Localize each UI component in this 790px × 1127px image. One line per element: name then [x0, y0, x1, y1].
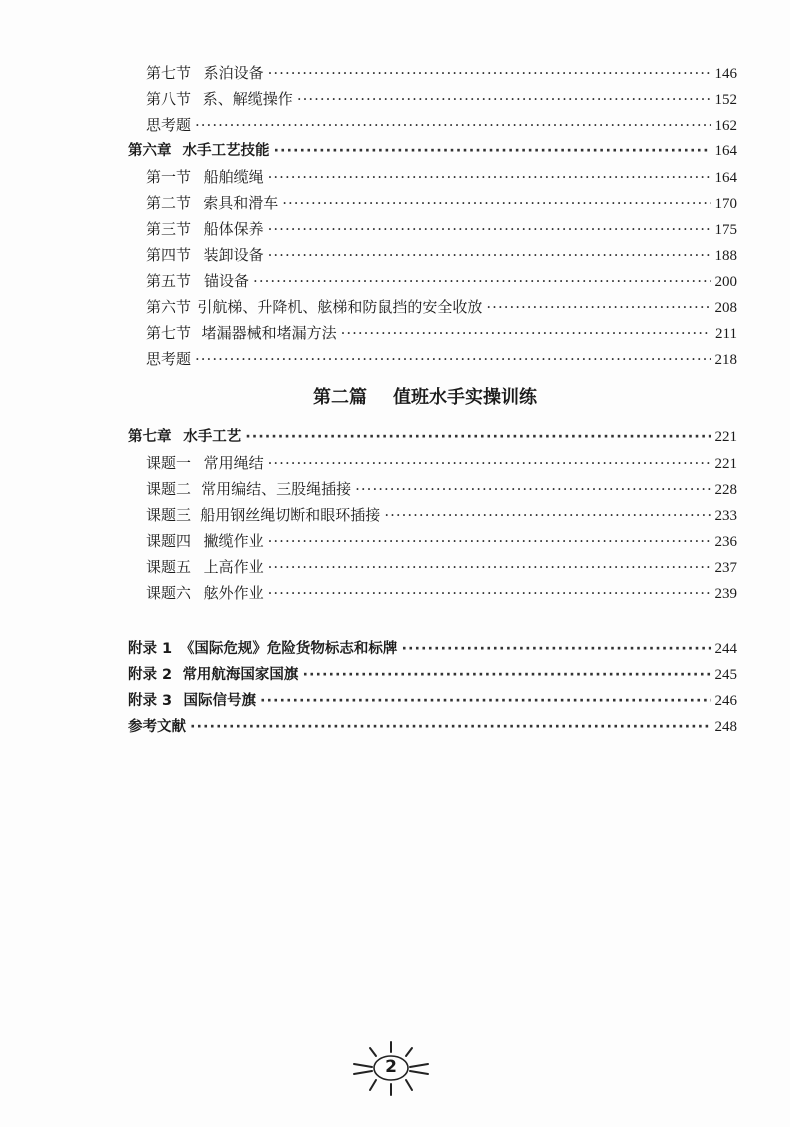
toc-entry-page: 228	[714, 482, 737, 498]
toc-entry-number: 附录 2	[128, 667, 173, 683]
toc-entry	[128, 580, 737, 606]
toc-entry-title: 索具和滑车	[203, 194, 279, 212]
toc-entry-page: 245	[714, 667, 737, 683]
toc-entry-title: 水手工艺	[183, 429, 242, 445]
toc-entry-page: 164	[714, 170, 737, 186]
toc-leader-dots	[282, 190, 710, 216]
toc-entry-title: 《国际危规》危险货物标志和标牌	[179, 641, 398, 657]
toc-leader-dots	[260, 688, 711, 714]
toc-entry	[128, 476, 737, 502]
toc-entry	[128, 554, 737, 580]
toc-entry-page: 188	[714, 248, 737, 264]
toc-entry-number: 第六章	[128, 143, 172, 159]
toc-entry-number: 第三节	[146, 220, 192, 238]
toc-entry-page: 239	[714, 586, 737, 602]
toc-entry-title: 水手工艺技能	[182, 143, 270, 159]
toc-entry-number: 第八节	[146, 90, 192, 108]
toc-entry	[128, 86, 737, 112]
toc-entry	[128, 662, 737, 688]
toc-entry-number: 第一节	[146, 168, 192, 186]
toc-leader-dots	[401, 636, 710, 662]
part-title	[0, 372, 790, 424]
toc-entry-number: 第四节	[146, 246, 192, 264]
toc-entry	[128, 138, 737, 164]
toc-entry	[128, 714, 737, 740]
toc-entry-page: 200	[714, 274, 737, 290]
toc-entry-title: 锚设备	[204, 272, 250, 290]
toc-entry	[128, 190, 737, 216]
toc-entry-number: 第二节	[146, 194, 192, 212]
toc-leader-dots	[195, 112, 710, 138]
toc-leader-dots	[268, 580, 711, 606]
toc-leader-dots	[268, 554, 711, 580]
toc-entry-title: 堵漏器械和堵漏方法	[201, 324, 337, 342]
toc-entry	[128, 528, 737, 554]
toc-entry-number: 第六节	[146, 298, 192, 316]
toc-leader-dots	[268, 242, 711, 268]
toc-leader-dots	[195, 346, 710, 372]
toc-entry-page: 221	[714, 456, 737, 472]
page-number: 2	[385, 1057, 397, 1077]
toc-entry-number: 课题三	[146, 506, 192, 524]
toc-leader-dots	[355, 476, 710, 502]
part-title-text: 值班水手实操训练	[393, 387, 537, 408]
toc-entry-page: 218	[714, 352, 737, 368]
toc-entry-title: 上高作业	[203, 558, 264, 576]
toc-entry-page: 211	[715, 326, 737, 342]
toc-entry-title: 装卸设备	[203, 246, 264, 264]
toc-entry-page: 146	[714, 66, 737, 82]
toc-entry-number: 附录 3	[128, 693, 173, 709]
toc-entry-title: 系泊设备	[203, 64, 264, 82]
toc-entry-page: 170	[714, 196, 737, 212]
toc-entry	[128, 346, 737, 372]
toc-entry-page: 233	[714, 508, 737, 524]
toc-section-part-one	[128, 60, 737, 372]
toc-entry-title: 引航梯、升降机、舷梯和防鼠挡的安全收放	[197, 298, 483, 316]
toc-entry-number: 第五节	[146, 272, 192, 290]
toc-leader-dots	[268, 60, 711, 86]
toc-section-part-two	[128, 424, 737, 606]
toc-entry-number: 课题五	[146, 558, 192, 576]
toc-entry	[128, 242, 737, 268]
toc-entry-title: 常用绳结	[203, 454, 264, 472]
toc-entry-page: 244	[714, 641, 737, 657]
table-of-contents	[128, 60, 737, 740]
toc-entry	[128, 636, 737, 662]
toc-entry-number: 附录 1	[128, 641, 173, 657]
toc-entry-number: 参考文献	[128, 719, 186, 735]
toc-entry	[128, 294, 737, 320]
toc-entry	[128, 164, 737, 190]
toc-leader-dots	[274, 138, 711, 164]
toc-entry	[128, 112, 737, 138]
toc-entry-title: 常用编结、三股绳插接	[201, 480, 352, 498]
toc-entry-number: 课题一	[146, 454, 192, 472]
toc-entry-number: 课题四	[146, 532, 192, 550]
toc-entry	[128, 268, 737, 294]
toc-entry-page: 237	[714, 560, 737, 576]
toc-leader-dots	[302, 662, 710, 688]
toc-entry-number: 思考题	[146, 116, 192, 134]
toc-entry	[128, 320, 737, 346]
toc-leader-dots	[268, 216, 711, 242]
toc-entry-number: 第七节	[146, 64, 192, 82]
toc-entry-page: 152	[714, 92, 737, 108]
toc-entry	[128, 502, 737, 528]
toc-entry	[128, 424, 737, 450]
toc-leader-dots	[253, 268, 710, 294]
toc-leader-dots	[245, 424, 710, 450]
toc-entry-number: 课题二	[146, 480, 192, 498]
toc-leader-dots	[268, 450, 711, 476]
toc-leader-dots	[341, 320, 711, 346]
toc-entry-page: 162	[714, 118, 737, 134]
toc-entry	[128, 60, 737, 86]
toc-entry-number: 第七章	[128, 429, 172, 445]
toc-leader-dots	[190, 714, 711, 740]
toc-entry-page: 221	[714, 429, 737, 445]
toc-entry-title: 常用航海国家国旗	[182, 667, 299, 683]
toc-entry-title: 船舶缆绳	[203, 168, 264, 186]
toc-entry-title: 船体保养	[203, 220, 264, 238]
toc-entry	[128, 450, 737, 476]
toc-entry-title: 系、解缆操作	[202, 90, 293, 108]
toc-leader-dots	[268, 528, 711, 554]
toc-entry-page: 246	[714, 693, 737, 709]
section-spacer	[128, 606, 737, 636]
toc-leader-dots	[384, 502, 710, 528]
toc-entry-page: 208	[714, 300, 737, 316]
toc-leader-dots	[268, 164, 711, 190]
toc-leader-dots	[486, 294, 710, 320]
toc-entry-number: 第七节	[146, 324, 192, 342]
toc-entry-title: 撇缆作业	[203, 532, 264, 550]
toc-entry-page: 175	[714, 222, 737, 238]
toc-entry-page: 164	[714, 143, 737, 159]
toc-leader-dots	[297, 86, 711, 112]
toc-entry-title: 船用钢丝绳切断和眼环插接	[200, 506, 381, 524]
toc-section-appendix	[128, 636, 737, 740]
toc-entry-number: 思考题	[146, 350, 192, 368]
toc-entry	[128, 688, 737, 714]
page-number-ornament	[348, 1040, 434, 1100]
toc-entry	[128, 216, 737, 242]
toc-entry-number: 课题六	[146, 584, 192, 602]
toc-entry-page: 236	[714, 534, 737, 550]
toc-entry-page: 248	[714, 719, 737, 735]
part-title-number: 第二篇	[313, 387, 367, 408]
toc-entry-title: 舷外作业	[203, 584, 264, 602]
toc-entry-title: 国际信号旗	[183, 693, 256, 709]
